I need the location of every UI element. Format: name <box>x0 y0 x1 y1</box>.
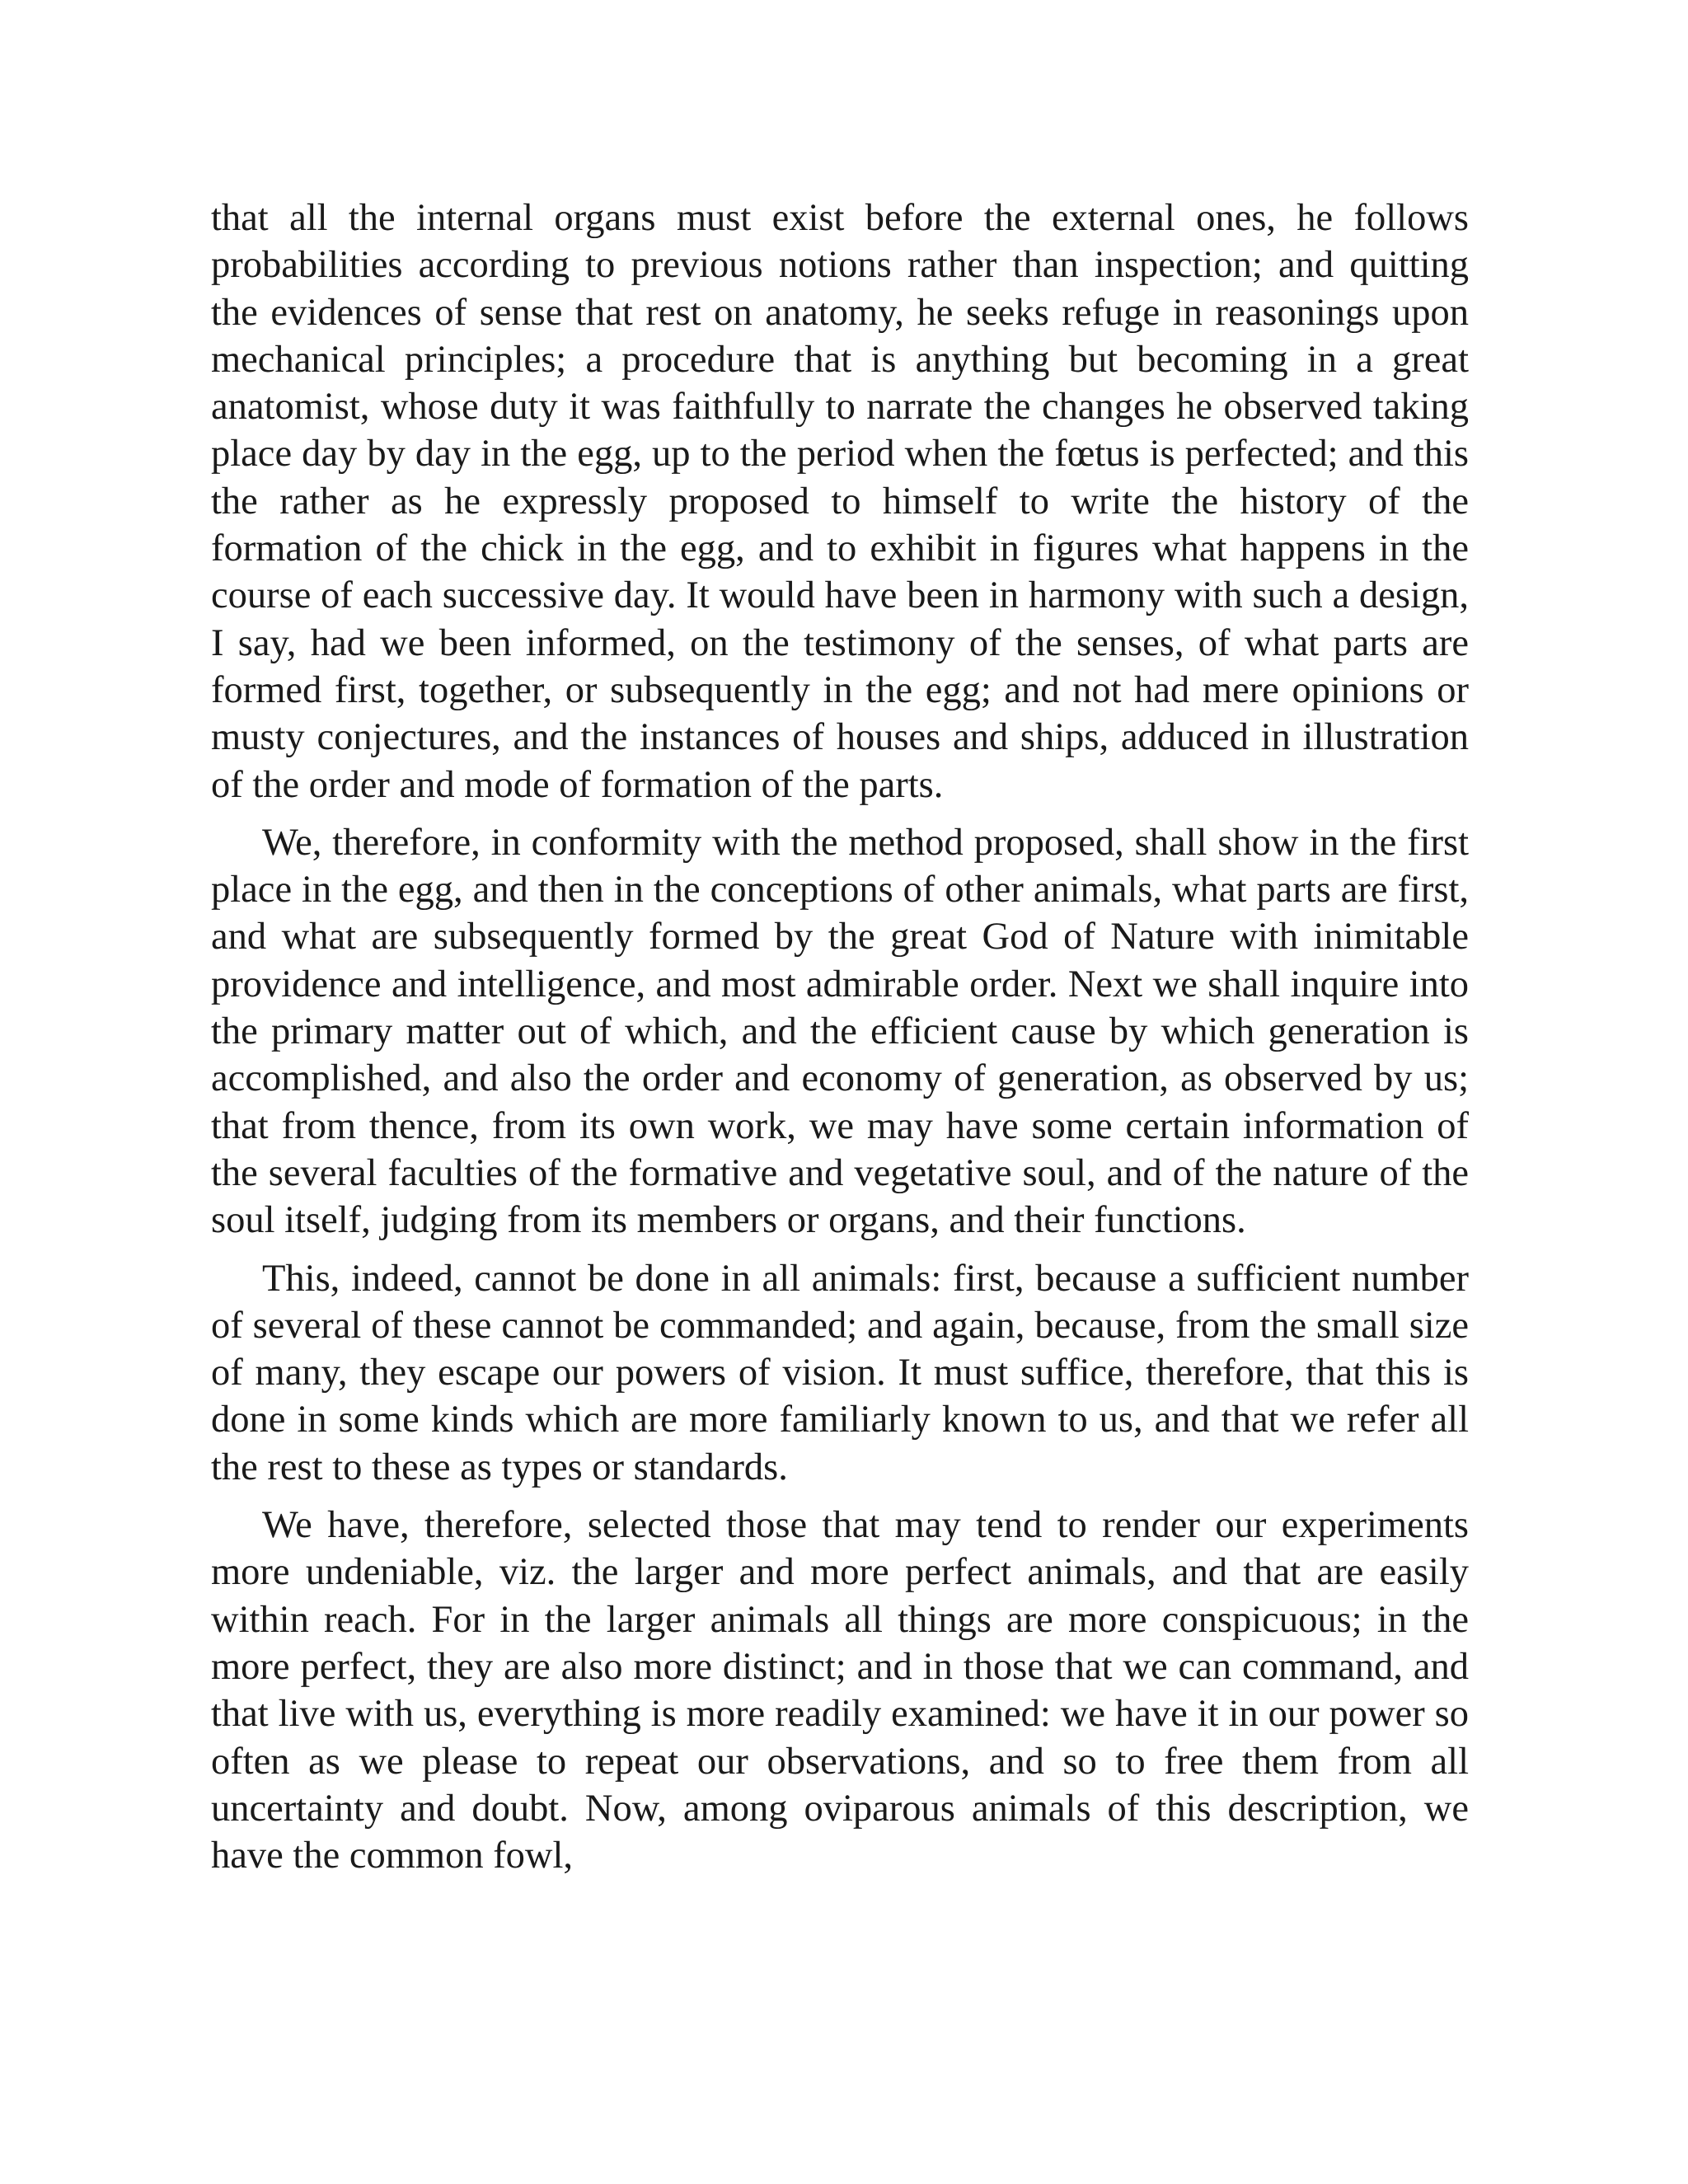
paragraph-continuation: that all the internal organs must exist before the external ones, he follows probabilities according to previous notions rather than inspection; and quitting the evidences of sense that rest on anatomy, he seeks refuge in reasonings upon mechanical principles; a procedure that is anything but becoming in a great anatomist, whose duty it was faithfully to narrate the changes he observed taking place day by day in the egg, up to the period when the fœtus is perfected; and this the rather as he expressly proposed to himself to write the history of the formation of the chick in the egg, and to exhibit in figures what happens in the course of each successive day. It would have been in harmony with such a design, I say, had we been informed, on the testimony of the senses, of what parts are formed first, together, or subsequently in the egg; and not had mere opinions or musty conjectures, and the instances of houses and ships, adduced in illustration of the order and mode of formation of the parts. <box>211 197 1469 806</box>
body-text <box>211 194 1469 1879</box>
paragraph: This, indeed, cannot be done in all animals: first, because a sufficient number of several of these cannot be commanded; and again, because, from the small size of many, they escape our powers of vision. It must suffice, therefore, that this is done in some kinds which are more familiarly known to us, and that we refer all the rest to these as types or standards. <box>211 1257 1469 1488</box>
paragraph: We have, therefore, selected those that may tend to render our experiments more undeniable, viz. the larger and more perfect animals, and that are easily within reach. For in the larger animals all things are more conspicuous; in the more perfect, they are also more distinct; and in those that we can command, and that live with us, everything is more readily examined: we have it in our power so often as we please to repeat our observations, and so to free them from all uncertainty and doubt. Now, among oviparous animals of this description, we have the common fowl, <box>211 1504 1469 1877</box>
paragraph: We, therefore, in conformity with the method proposed, shall show in the first place in the egg, and then in the conceptions of other animals, what parts are first, and what are subsequently formed by the great God of Nature with inimitable providence and intelligence, and most admirable order. Next we shall inquire into the primary matter out of which, and the efficient cause by which generation is accomplished, and also the order and economy of generation, as observed by us; that from thence, from its own work, we may have some certain information of the several faculties of the formative and vegetative soul, and of the nature of the soul itself, judging from its members or organs, and their functions. <box>211 821 1469 1242</box>
